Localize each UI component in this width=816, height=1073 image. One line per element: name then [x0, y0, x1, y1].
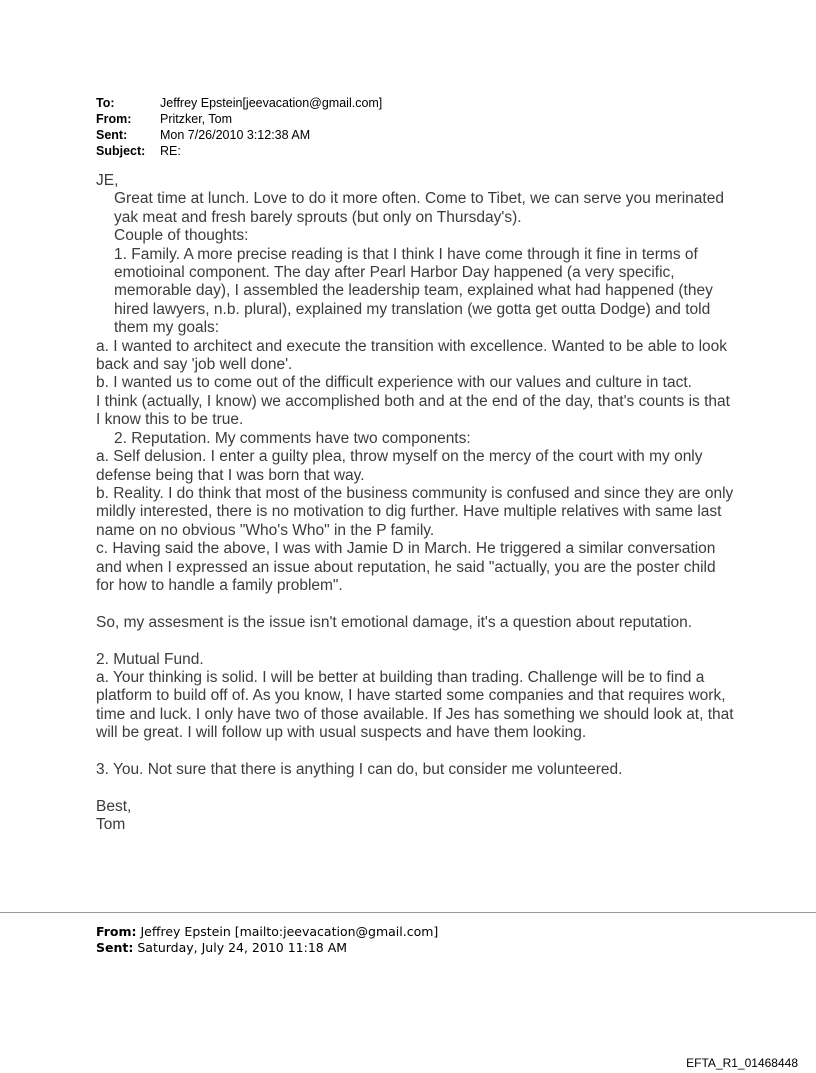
paragraph-family-a: a. I wanted to architect and execute the transition with excellence. Wanted to be able to look back and say 'job well done'. [96, 337, 727, 374]
signature: Tom [96, 816, 126, 834]
sent-label: Sent: [96, 128, 128, 142]
sent-value: Mon 7/26/2010 3:12:38 AM [160, 128, 311, 142]
to-label: To: [96, 96, 115, 110]
from-label: From: [96, 112, 132, 126]
paragraph-reputation: 2. Reputation. My comments have two components: [114, 429, 471, 447]
forwarded-from-value: Jeffrey Epstein [mailto:jeevacation@gmail.com] [140, 924, 439, 939]
divider [0, 912, 816, 913]
document-id: EFTA_R1_01468448 [686, 1056, 798, 1070]
forwarded-header [96, 924, 438, 955]
to-row [96, 95, 382, 111]
forwarded-sent-row [96, 940, 438, 956]
sent-row [96, 127, 382, 143]
paragraph-accomplished: I think (actually, I know) we accomplished both and at the end of the day, that's counts is that I know this to be true. [96, 392, 730, 429]
forwarded-sent-label: Sent: [96, 939, 134, 955]
email-header [96, 95, 382, 159]
paragraph-assessment: So, my assesment is the issue isn't emotional damage, it's a question about reputation. [96, 613, 693, 631]
paragraph-mutual-fund: 2. Mutual Fund. [96, 650, 204, 668]
to-value: Jeffrey Epstein[jeevacation@gmail.com] [160, 96, 383, 110]
paragraph-family: 1. Family. A more precise reading is that I think I have come through it fine in terms of emotioinal component. The day after Pearl Harbor Day happened (a very specific, memorable day), I assembled the leadership team, explained what had happened (they hired lawyers, n.b. plural), explained my translation (we gotta get outta Dodge) and told them my goals: [114, 245, 713, 337]
forwarded-from-label: From: [96, 924, 137, 939]
paragraph-you: 3. You. Not sure that there is anything I can do, but consider me volunteered. [96, 760, 623, 778]
paragraph-family-b: b. I wanted us to come out of the difficult experience with our values and culture in tact. [96, 374, 692, 392]
from-value: Pritzker, Tom [160, 112, 233, 126]
from-row [96, 111, 382, 127]
paragraph-thoughts: Couple of thoughts: [114, 227, 249, 245]
paragraph-reputation-a: a. Self delusion. I enter a guilty plea, throw myself on the mercy of the court with my only defense being that I was born that way. [96, 448, 703, 484]
paragraph-reputation-c: c. Having said the above, I was with Jamie D in March. He triggered a similar conversation and when I expressed an issue about reputation, he said "actually, you are the poster child for how to handle a family problem". [96, 540, 716, 594]
closing: Best, [96, 797, 132, 815]
subject-label: Subject: [96, 144, 146, 158]
subject-row [96, 143, 382, 159]
paragraph-reputation-b: b. Reality. I do think that most of the business community is confused and since they are only mildly interested, there is no motivation to dig further. Have multiple relatives with same last name on no obvious "Who's Who" in the P family. [96, 484, 734, 539]
forwarded-from-row [96, 924, 438, 940]
forwarded-sent-value: Saturday, July 24, 2010 11:18 AM [137, 939, 348, 955]
greeting: JE, [96, 172, 119, 189]
paragraph-lunch: Great time at lunch. Love to do it more often. Come to Tibet, we can serve you merinated yak meat and fresh barely sprouts (but only on Thursday's). [114, 190, 724, 226]
paragraph-mutual-fund-a: a. Your thinking is solid. I will be better at building than trading. Challenge will be to find a platform to build off of. As you know, I have started some companies and that requires work, time and luck. I only have two of those available. If Jes has something we should look at, that will be great. I will follow up with usual suspects and have them looking. [96, 668, 734, 742]
subject-value: RE: [160, 144, 181, 158]
email-body [96, 172, 736, 835]
